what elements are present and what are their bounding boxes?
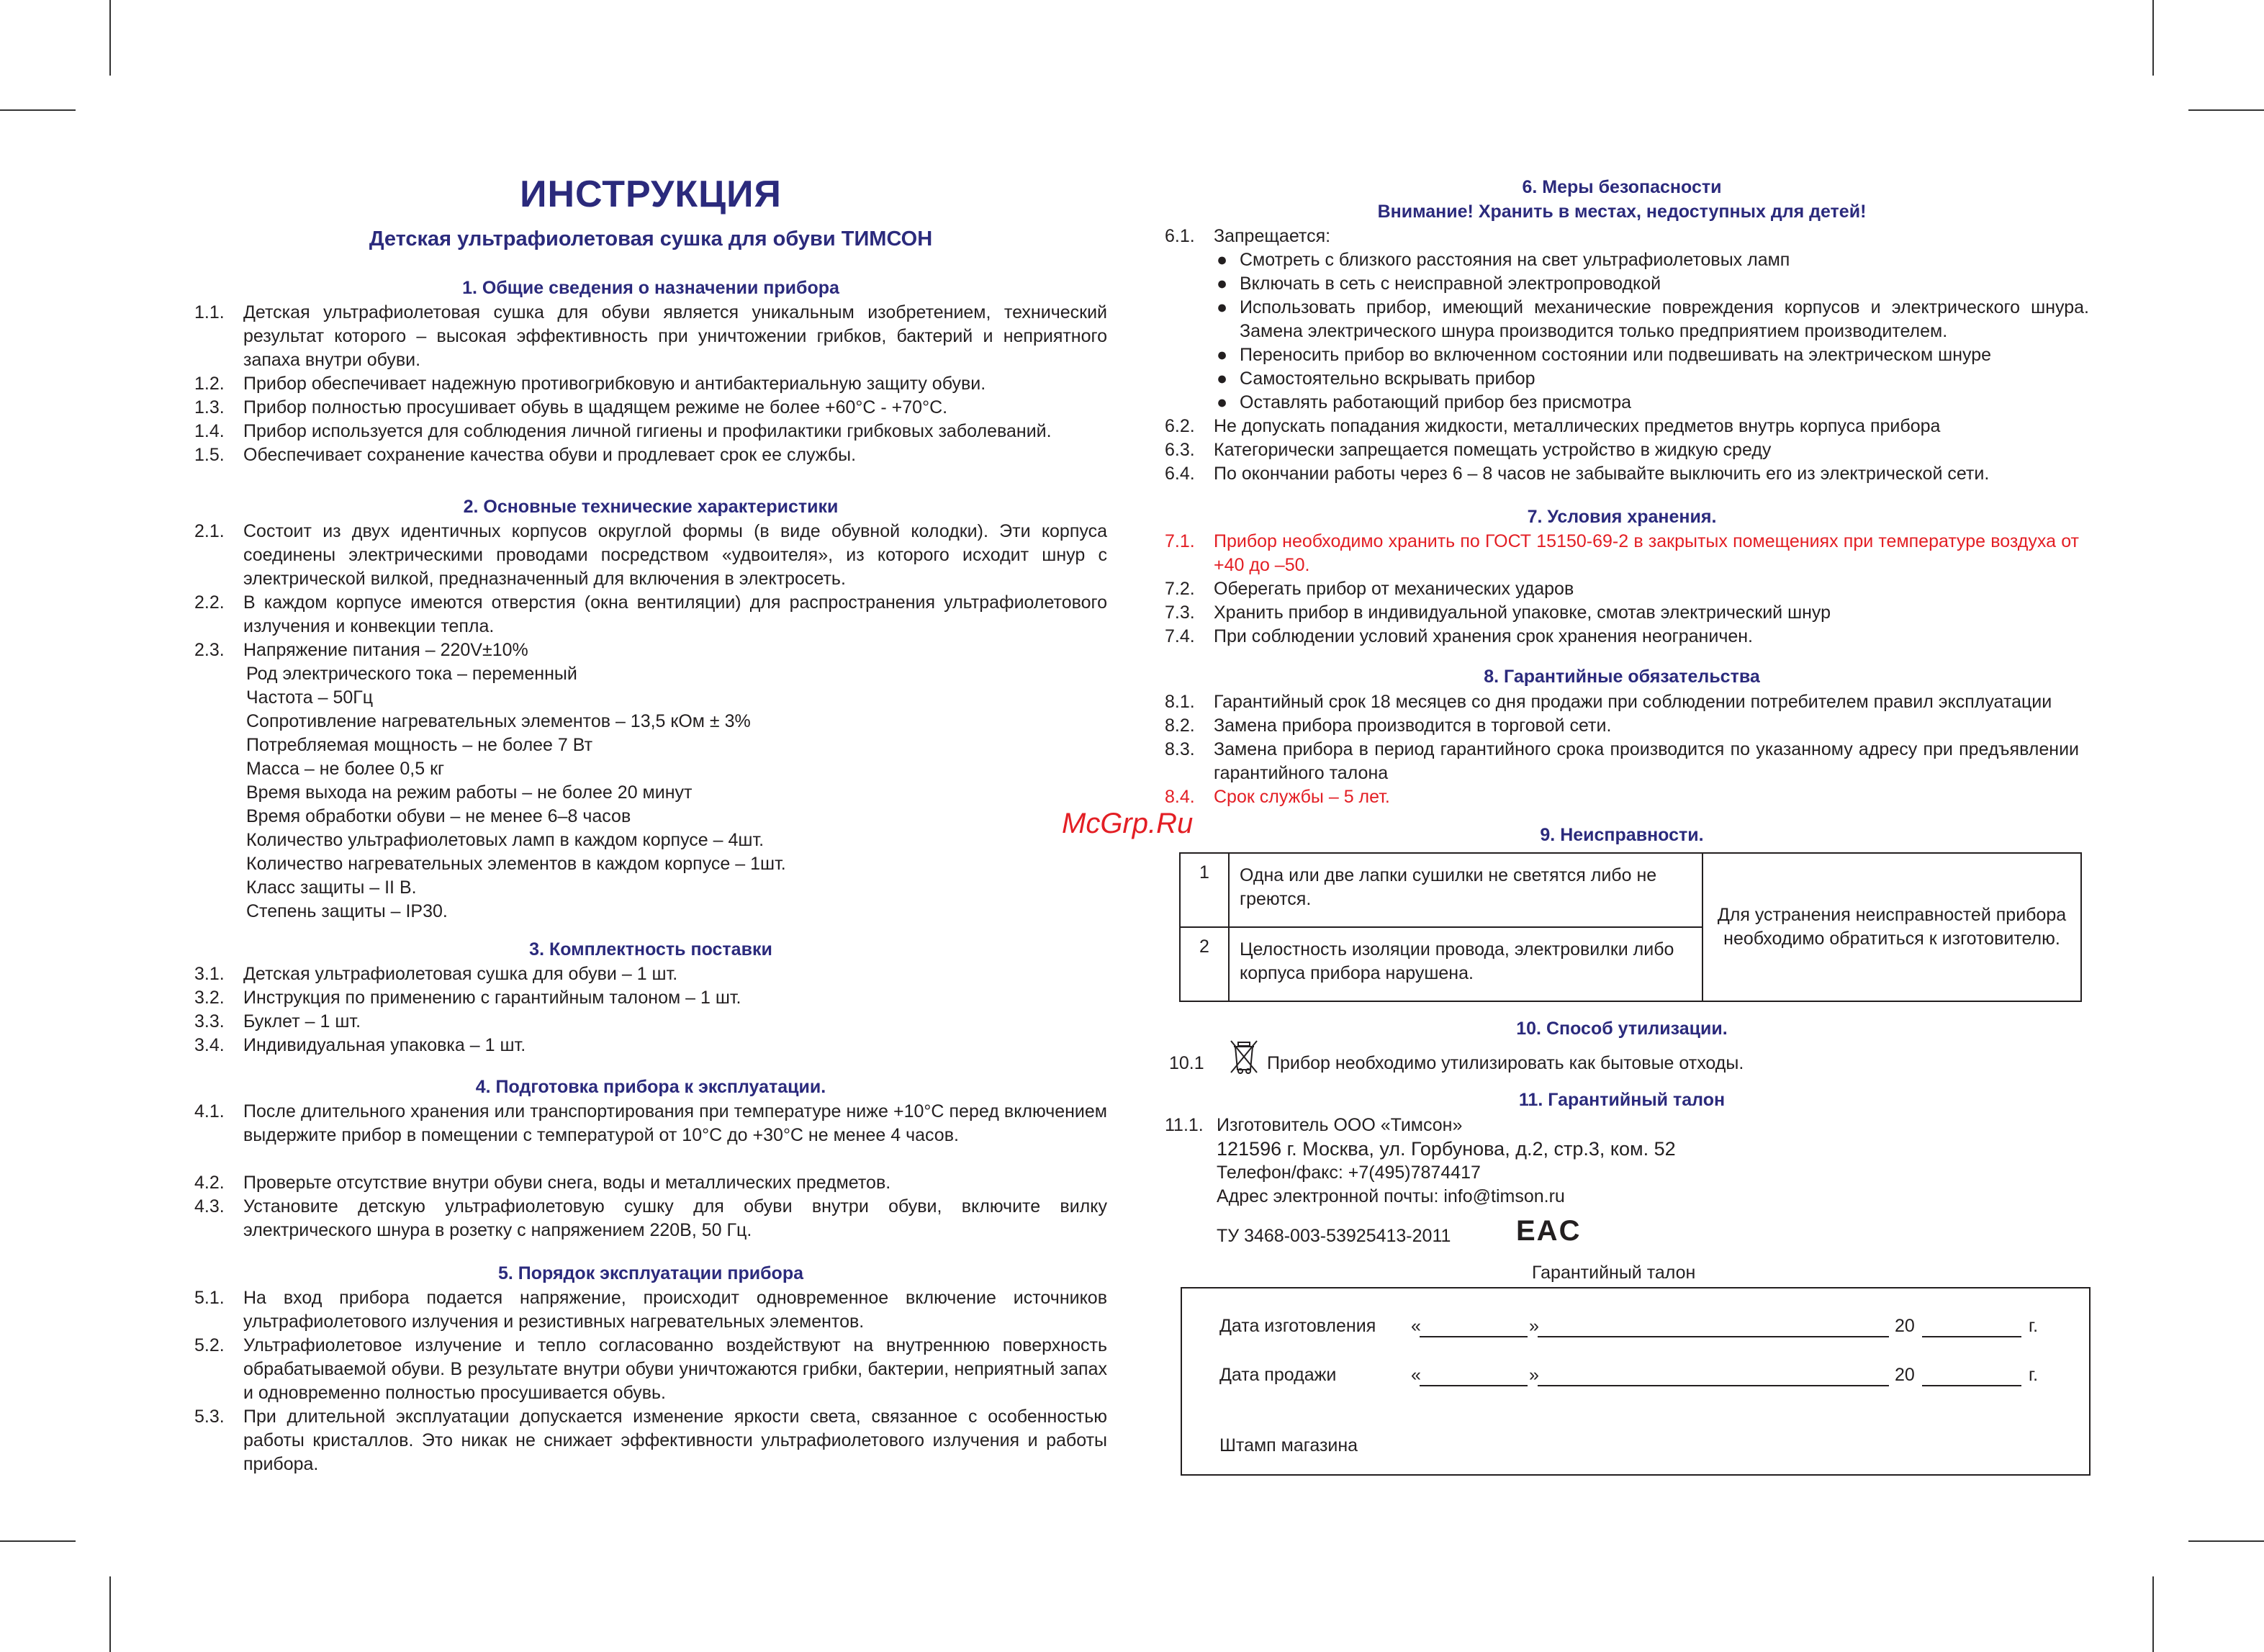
section-8-heading: 8. Гарантийные обязательства [1484,667,1760,687]
email: Адрес электронной почты: info@timson.ru [1217,1186,1565,1206]
eac-mark: EAC [1516,1215,1582,1247]
spec-line: Класс защиты – II В. [246,877,417,898]
bullet-item: ● Смотреть с близкого расстояния на свет ультрафиолетовых ламп [1217,250,1790,270]
section-5-heading: 5. Порядок эксплуатации прибора [497,1263,803,1283]
bullet-item: ● Включать в сеть с неисправной электропроводкой [1217,274,1661,294]
item-2-1: 2.1. Состоит из двух идентичных корпусов округлой формы (в виде обувной колодки). Эти корпуса соединены электрическими проводами посредством «удвоителя», из которого исходит шнур с электрической вилкой, предназначенный для включения в электросеть. [194,521,1107,589]
spec-line: Род электрического тока – переменный [246,664,577,684]
item-1-5: 1.5. Обеспечивает сохранение качества обуви и продлевает срок ее службы. [194,445,857,465]
year-prefix: 20 [1895,1316,1915,1336]
section-7-heading: 7. Условия хранения. [1527,507,1717,527]
sale-date-label: Дата продажи [1219,1365,1337,1385]
item-7-1: 7.1. Прибор необходимо хранить по ГОСТ 15150-69-2 в закрытых помещениях при температуре воздуха от +40 до –50. [1165,531,2079,575]
spec-line: Время обработки обуви – не менее 6–8 часов [246,806,631,826]
warranty-card-title: Гарантийный талон [1532,1263,1696,1283]
section-4-heading: 4. Подготовка прибора к эксплуатации. [475,1077,826,1097]
item-3-3: 3.3. Буклет – 1 шт. [194,1011,361,1032]
item-6-3: 6.3. Категорически запрещается помещать устройство в жидкую среду [1165,440,1772,460]
document-subtitle: Детская ультрафиолетовая сушка для обуви ТИМСОН [369,227,933,250]
crop-mark [2188,109,2264,111]
item-7-2: 7.2. Оберегать прибор от механических ударов [1165,579,1574,599]
manufacture-date-label: Дата изготовления [1219,1316,1376,1336]
item-5-1: 5.1. На вход прибора подается напряжение, происходит одновременное включение источников ультрафиолетового излучения и резистивных нагревательных элементов. [194,1288,1107,1332]
section-3-heading: 3. Комплектность поставки [529,939,772,960]
fault-remedy: Для устранения неисправностей прибора необходимо обратиться к изготовителю. [1702,853,2081,1001]
item-1-4: 1.4. Прибор используется для соблюдения личной гигиены и профилактики грибковых заболеваний. [194,421,1052,441]
faults-table [1179,852,2082,1002]
shop-stamp-label: Штамп магазина [1219,1435,1358,1455]
item-8-1: 8.1. Гарантийный срок 18 месяцев со дня продажи при соблюдении потребителем правил эксплуатации [1165,692,2052,712]
bullet-item: ● Самостоятельно вскрывать прибор [1217,369,1535,389]
quote-open: « [1411,1316,1421,1336]
manufacturer: Изготовитель ООО «Тимсон» [1217,1115,1463,1135]
item-5-3: 5.3. При длительной эксплуатации допускается изменение яркости света, связанное с особенностью работы кристаллов. Это никак не снижает эффективности ультрафиолетового излучения и работы прибора. [194,1407,1107,1474]
month-blank [1538,1385,1889,1386]
table-row [1180,853,2081,927]
crop-mark [0,109,76,111]
fault-number: 2 [1180,927,1229,1001]
document-title: ИНСТРУКЦИЯ [520,173,782,215]
item-5-2: 5.2. Ультрафиолетовое излучение и тепло согласованно воздействуют на внутреннюю поверхность обрабатываемой обуви. В результате внутри обуви уничтожаются грибки, бактерии, неприятный запах и одновременно полностью просушивается обувь. [194,1335,1107,1403]
warning-text: Внимание! Хранить в местах, недоступных для детей! [1377,202,1867,222]
address: 121596 г. Москва, ул. Горбунова, д.2, стр.3, ком. 52 [1217,1138,1676,1160]
crop-mark [109,1576,111,1652]
section-6-heading: 6. Меры безопасности [1522,177,1722,197]
item-6-1: 6.1. Запрещается: [1165,226,1331,246]
item-4-1: 4.1. После длительного хранения или транспортирования при температуре ниже +10°С перед включением выдержите прибор в помещении с температурой от 10°С до +30°С не менее 4 часов. [194,1101,1107,1145]
section-10-heading: 10. Способ утилизации. [1516,1019,1728,1039]
quote-close: » [1529,1316,1539,1336]
item-2-2: 2.2. В каждом корпусе имеются отверстия (окна вентиляции) для распространения ультрафиолетового излучения и конвекции тепла. [194,592,1107,636]
spec-line: Количество нагревательных элементов в каждом корпусе – 1шт. [246,854,786,874]
watermark: McGrp.Ru [1062,808,1194,839]
item-4-3: 4.3. Установите детскую ультрафиолетовую сушку для обуви внутри обуви, включите вилку электрического шнура в розетку с напряжением 220В, 50 Гц. [194,1196,1107,1240]
spec-line: Время выхода на режим работы – не более 20 минут [246,782,693,803]
quote-open: « [1411,1365,1421,1385]
item-4-2: 4.2. Проверьте отсутствие внутри обуви снега, воды и металлических предметов. [194,1173,891,1193]
item-8-2: 8.2. Замена прибора производится в торговой сети. [1165,716,1612,736]
spec-line: Количество ультрафиолетовых ламп в каждом корпусе – 4шт. [246,830,765,850]
day-month-blank [1420,1336,1528,1337]
bullet-item: ● Оставлять работающий прибор без присмотра [1217,392,1632,412]
item-2-3: 2.3. Напряжение питания – 220V±10% [194,640,528,660]
item-8-4: 8.4. Срок службы – 5 лет. [1165,787,1390,807]
year-prefix: 20 [1895,1365,1915,1385]
spec-line: Степень защиты – IP30. [246,901,448,921]
item-6-4: 6.4. По окончании работы через 6 – 8 часов не забывайте выключить его из электрической сети. [1165,464,1990,484]
item-3-2: 3.2. Инструкция по применению с гарантийным талоном – 1 шт. [194,988,741,1008]
crop-mark [2188,1540,2264,1542]
crop-mark [2152,1576,2154,1652]
item-1-3: 1.3. Прибор полностью просушивает обувь в щадящем режиме не более +60°С - +70°С. [194,397,948,417]
item-7-3: 7.3. Хранить прибор в индивидуальной упаковке, смотав электрический шнур [1165,602,1831,623]
phone: Телефон/факс: +7(495)7874417 [1217,1163,1481,1183]
warranty-card [1181,1287,2091,1476]
spec-line: Потребляемая мощность – не более 7 Вт [246,735,593,755]
month-blank [1538,1336,1889,1337]
item-6-2: 6.2. Не допускать попадания жидкости, металлических предметов внутрь корпуса прибора [1165,416,1941,436]
tu-code: ТУ 3468-003-53925413-2011 [1217,1226,1451,1246]
section-2-heading: 2. Основные технические характеристики [463,497,839,517]
item-8-3: 8.3. Замена прибора в период гарантийного срока производится по указанному адресу при предъявлении гарантийного талона [1165,739,2079,783]
year-blank [1922,1336,2021,1337]
section-11-heading: 11. Гарантийный талон [1518,1090,1726,1110]
item-1-2: 1.2. Прибор обеспечивает надежную противогрибковую и антибактериальную защиту обуви. [194,374,986,394]
year-suffix: г. [2029,1365,2039,1385]
item-3-4: 3.4. Индивидуальная упаковка – 1 шт. [194,1035,526,1055]
quote-close: » [1529,1365,1539,1385]
bullet-item: ● Использовать прибор, имеющий механические повреждения корпусов и электрического шнура. Замена электрического шнура производится только предприятием производителем. [1217,297,2089,341]
bullet-item: ● Переносить прибор во включенном состоянии или подвешивать на электрическом шнуре [1217,345,1992,365]
year-suffix: г. [2029,1316,2039,1336]
crop-mark [0,1540,76,1542]
fault-description: Целостность изоляции провода, электровилки либо корпуса прибора нарушена. [1229,927,1702,1001]
item-10-1-text: Прибор необходимо утилизировать как бытовые отходы. [1267,1053,1744,1073]
item-3-1: 3.1. Детская ультрафиолетовая сушка для обуви – 1 шт. [194,964,678,984]
fault-number: 1 [1180,853,1229,927]
day-month-blank [1420,1385,1528,1386]
item-11-1-number: 11.1. [1165,1115,1204,1135]
year-blank [1922,1385,2021,1386]
spec-line: Сопротивление нагревательных элементов – 13,5 кОм ± 3% [246,711,751,731]
section-9-heading: 9. Неисправности. [1540,825,1704,845]
crop-mark [2152,0,2154,76]
spec-line: Масса – не более 0,5 кг [246,759,445,779]
item-7-4: 7.4. При соблюдении условий хранения срок хранения неограничен. [1165,626,1753,646]
section-1-heading: 1. Общие сведения о назначении прибора [462,278,839,298]
item-10-1-number: 10.1 [1169,1053,1204,1073]
item-1-1: 1.1. Детская ультрафиолетовая сушка для обуви является уникальным изобретением, технический результат которого – высокая эффективность при уничтожении грибков, бактерий и неприятного запаха внутри обуви. [194,302,1107,370]
crop-mark [109,0,111,76]
crossed-bin-icon [1228,1038,1260,1075]
spec-line: Частота – 50Гц [246,687,374,708]
fault-description: Одна или две лапки сушилки не светятся либо не греются. [1229,853,1702,927]
